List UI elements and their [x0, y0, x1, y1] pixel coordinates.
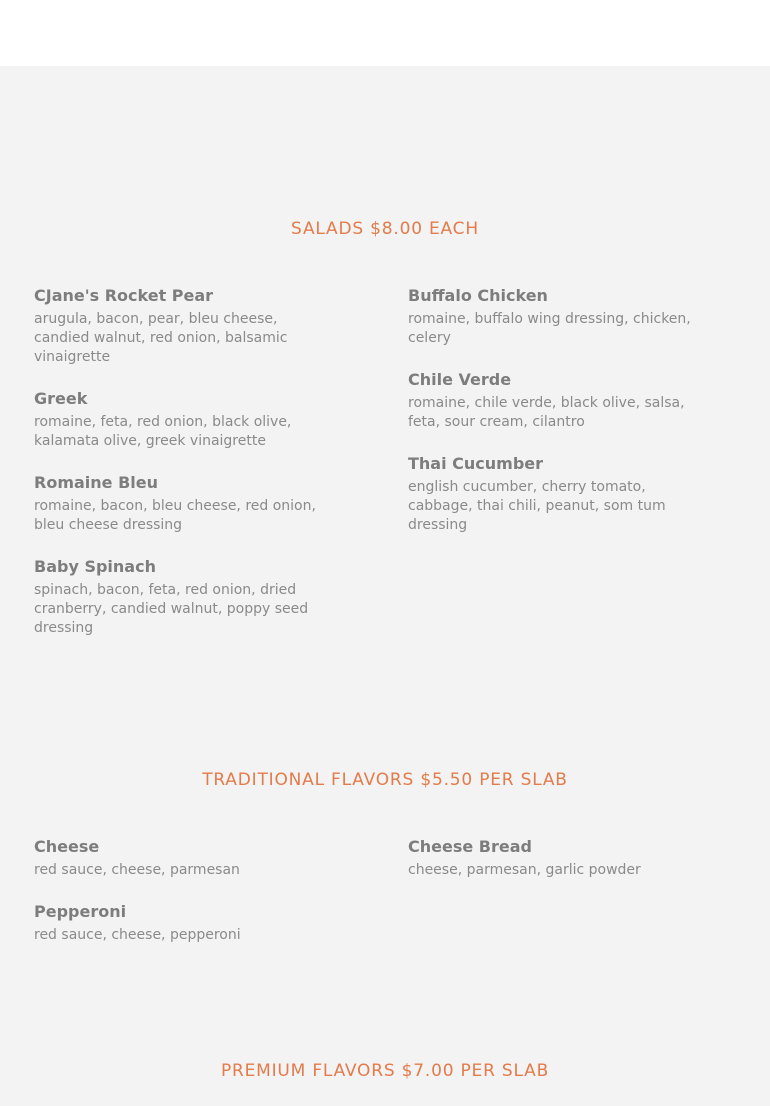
top-bar: [0, 0, 770, 66]
item-name: CJane's Rocket Pear: [34, 286, 214, 305]
item-description: cheese, parmesan, garlic powder: [408, 862, 641, 878]
menu-content: [0, 66, 770, 1106]
item-name: Greek: [34, 389, 88, 408]
item-description: spinach, bacon, feta, red onion, dried cranberry, candied walnut, poppy seed dressing: [34, 582, 309, 636]
item-description: arugula, bacon, pear, bleu cheese, candied walnut, red onion, balsamic vinaigrette: [34, 311, 288, 365]
menu-item: [408, 286, 708, 348]
traditional-right-column: [408, 837, 708, 902]
menu-item: [34, 902, 334, 945]
item-description: red sauce, cheese, pepperoni: [34, 927, 241, 943]
menu-item: [34, 557, 334, 638]
menu-item: [408, 370, 708, 432]
item-description: red sauce, cheese, parmesan: [34, 862, 240, 878]
item-name: Cheese: [34, 837, 100, 856]
section-title-premium: PREMIUM FLAVORS $7.00 PER SLAB: [220, 1061, 550, 1081]
menu-item: [408, 837, 708, 880]
item-description: romaine, bacon, bleu cheese, red onion, bleu cheese dressing: [34, 498, 316, 533]
item-description: english cucumber, cherry tomato, cabbage, thai chili, peanut, som tum dressing: [408, 479, 666, 533]
menu-item: [34, 389, 334, 451]
salads-right-column: [408, 286, 708, 557]
menu-item: [34, 473, 334, 535]
item-name: Pepperoni: [34, 902, 127, 921]
salads-left-column: [34, 286, 334, 660]
traditional-left-column: [34, 837, 334, 967]
item-name: Romaine Bleu: [34, 473, 158, 492]
section-title-salads: SALADS $8.00 EACH: [291, 219, 479, 239]
item-name: Chile Verde: [408, 370, 512, 389]
item-description: romaine, buffalo wing dressing, chicken, celery: [408, 311, 691, 346]
section-title-traditional: TRADITIONAL FLAVORS $5.50 PER SLAB: [202, 770, 568, 790]
item-name: Thai Cucumber: [408, 454, 544, 473]
menu-item: [408, 454, 708, 535]
item-name: Cheese Bread: [408, 837, 532, 856]
menu-item: [34, 286, 334, 367]
item-name: Baby Spinach: [34, 557, 156, 576]
item-name: Buffalo Chicken: [408, 286, 548, 305]
item-description: romaine, chile verde, black olive, salsa, feta, sour cream, cilantro: [408, 395, 685, 430]
item-description: romaine, feta, red onion, black olive, kalamata olive, greek vinaigrette: [34, 414, 292, 449]
menu-item: [34, 837, 334, 880]
